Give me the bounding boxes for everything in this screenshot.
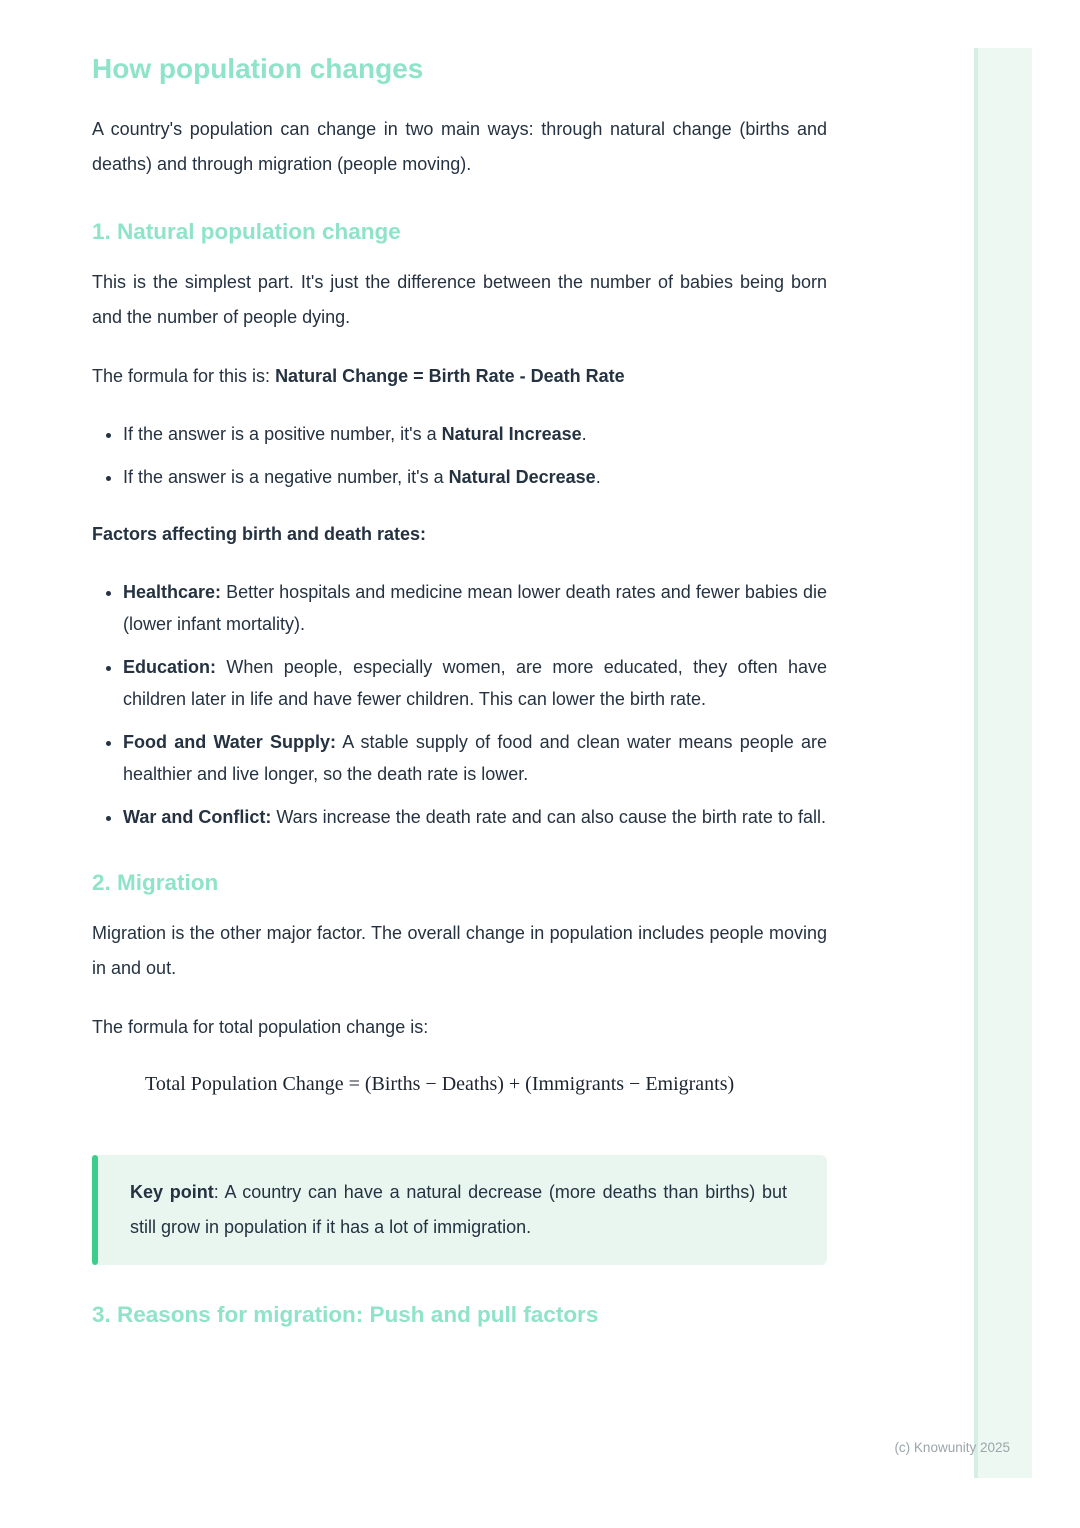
section-1-paragraph: This is the simplest part. It's just the difference between the number of babies being born and the number of people dying. [92,271,827,327]
factors-heading: Factors affecting birth and death rates: [92,523,427,544]
bullet-text-end: . [581,423,587,444]
factor-text: Better hospitals and medicine mean lower death rates and fewer babies die (lower infant mortality). [123,581,827,634]
factors-bullet-list [92,576,827,833]
natural-change-formula: Natural Change = Birth Rate - Death Rate [275,365,625,386]
section-1-heading: 1. Natural population change [92,218,401,244]
section-2-paragraph: Migration is the other major factor. The overall change in population includes people moving in and out. [92,922,827,978]
section-2-formula-intro: The formula for total population change is: [92,1016,429,1037]
intro-paragraph: A country's population can change in two main ways: through natural change (births and deaths) and through migration (people moving). [92,118,827,174]
bullet-bold-term: Natural Decrease [448,466,596,487]
page-title: How population changes [92,53,424,84]
list-item [123,801,827,833]
key-point-text [130,1175,787,1245]
section-3-heading: 3. Reasons for migration: Push and pull factors [92,1301,599,1327]
factor-text: A stable supply of food and clean water means people are healthier and live longer, so the death rate is lower. [123,731,827,784]
formula-intro-text: The formula for this is: [92,365,276,386]
total-population-change-formula: Total Population Change = (Births − Deaths) + (Immigrants − Emigrants) [145,1072,735,1095]
factor-label: Food and Water Supply: [123,731,337,752]
list-item [123,576,827,640]
key-point-callout [92,1155,827,1265]
factor-text: Wars increase the death rate and can also cause the birth rate to fall. [271,806,826,827]
bullet-text: If the answer is a negative number, it's a [123,466,449,487]
key-point-body: : A country can have a natural decrease (more deaths than births) but still grow in population if it has a lot of immigration. [130,1181,787,1237]
bullet-text: If the answer is a positive number, it's a [123,423,442,444]
list-item [123,726,827,790]
list-item [123,418,827,450]
bullet-bold-term: Natural Increase [441,423,582,444]
section-2-heading: 2. Migration [92,869,219,895]
list-item [123,651,827,715]
key-point-label: Key point [130,1181,214,1202]
list-item [123,461,827,493]
natural-change-bullet-list [92,418,827,493]
section-1-formula-line [92,359,827,394]
side-accent-strip [974,48,1032,1478]
factor-label: War and Conflict: [123,806,272,827]
bullet-text-end: . [595,466,601,487]
factor-label: Education: [123,656,216,677]
factor-text: When people, especially women, are more educated, they often have children later in life and have fewer children. This can lower the birth rate. [123,656,827,709]
copyright-note: (c) Knowunity 2025 [894,1440,1010,1455]
factor-label: Healthcare: [123,581,222,602]
document-content [92,0,827,1348]
